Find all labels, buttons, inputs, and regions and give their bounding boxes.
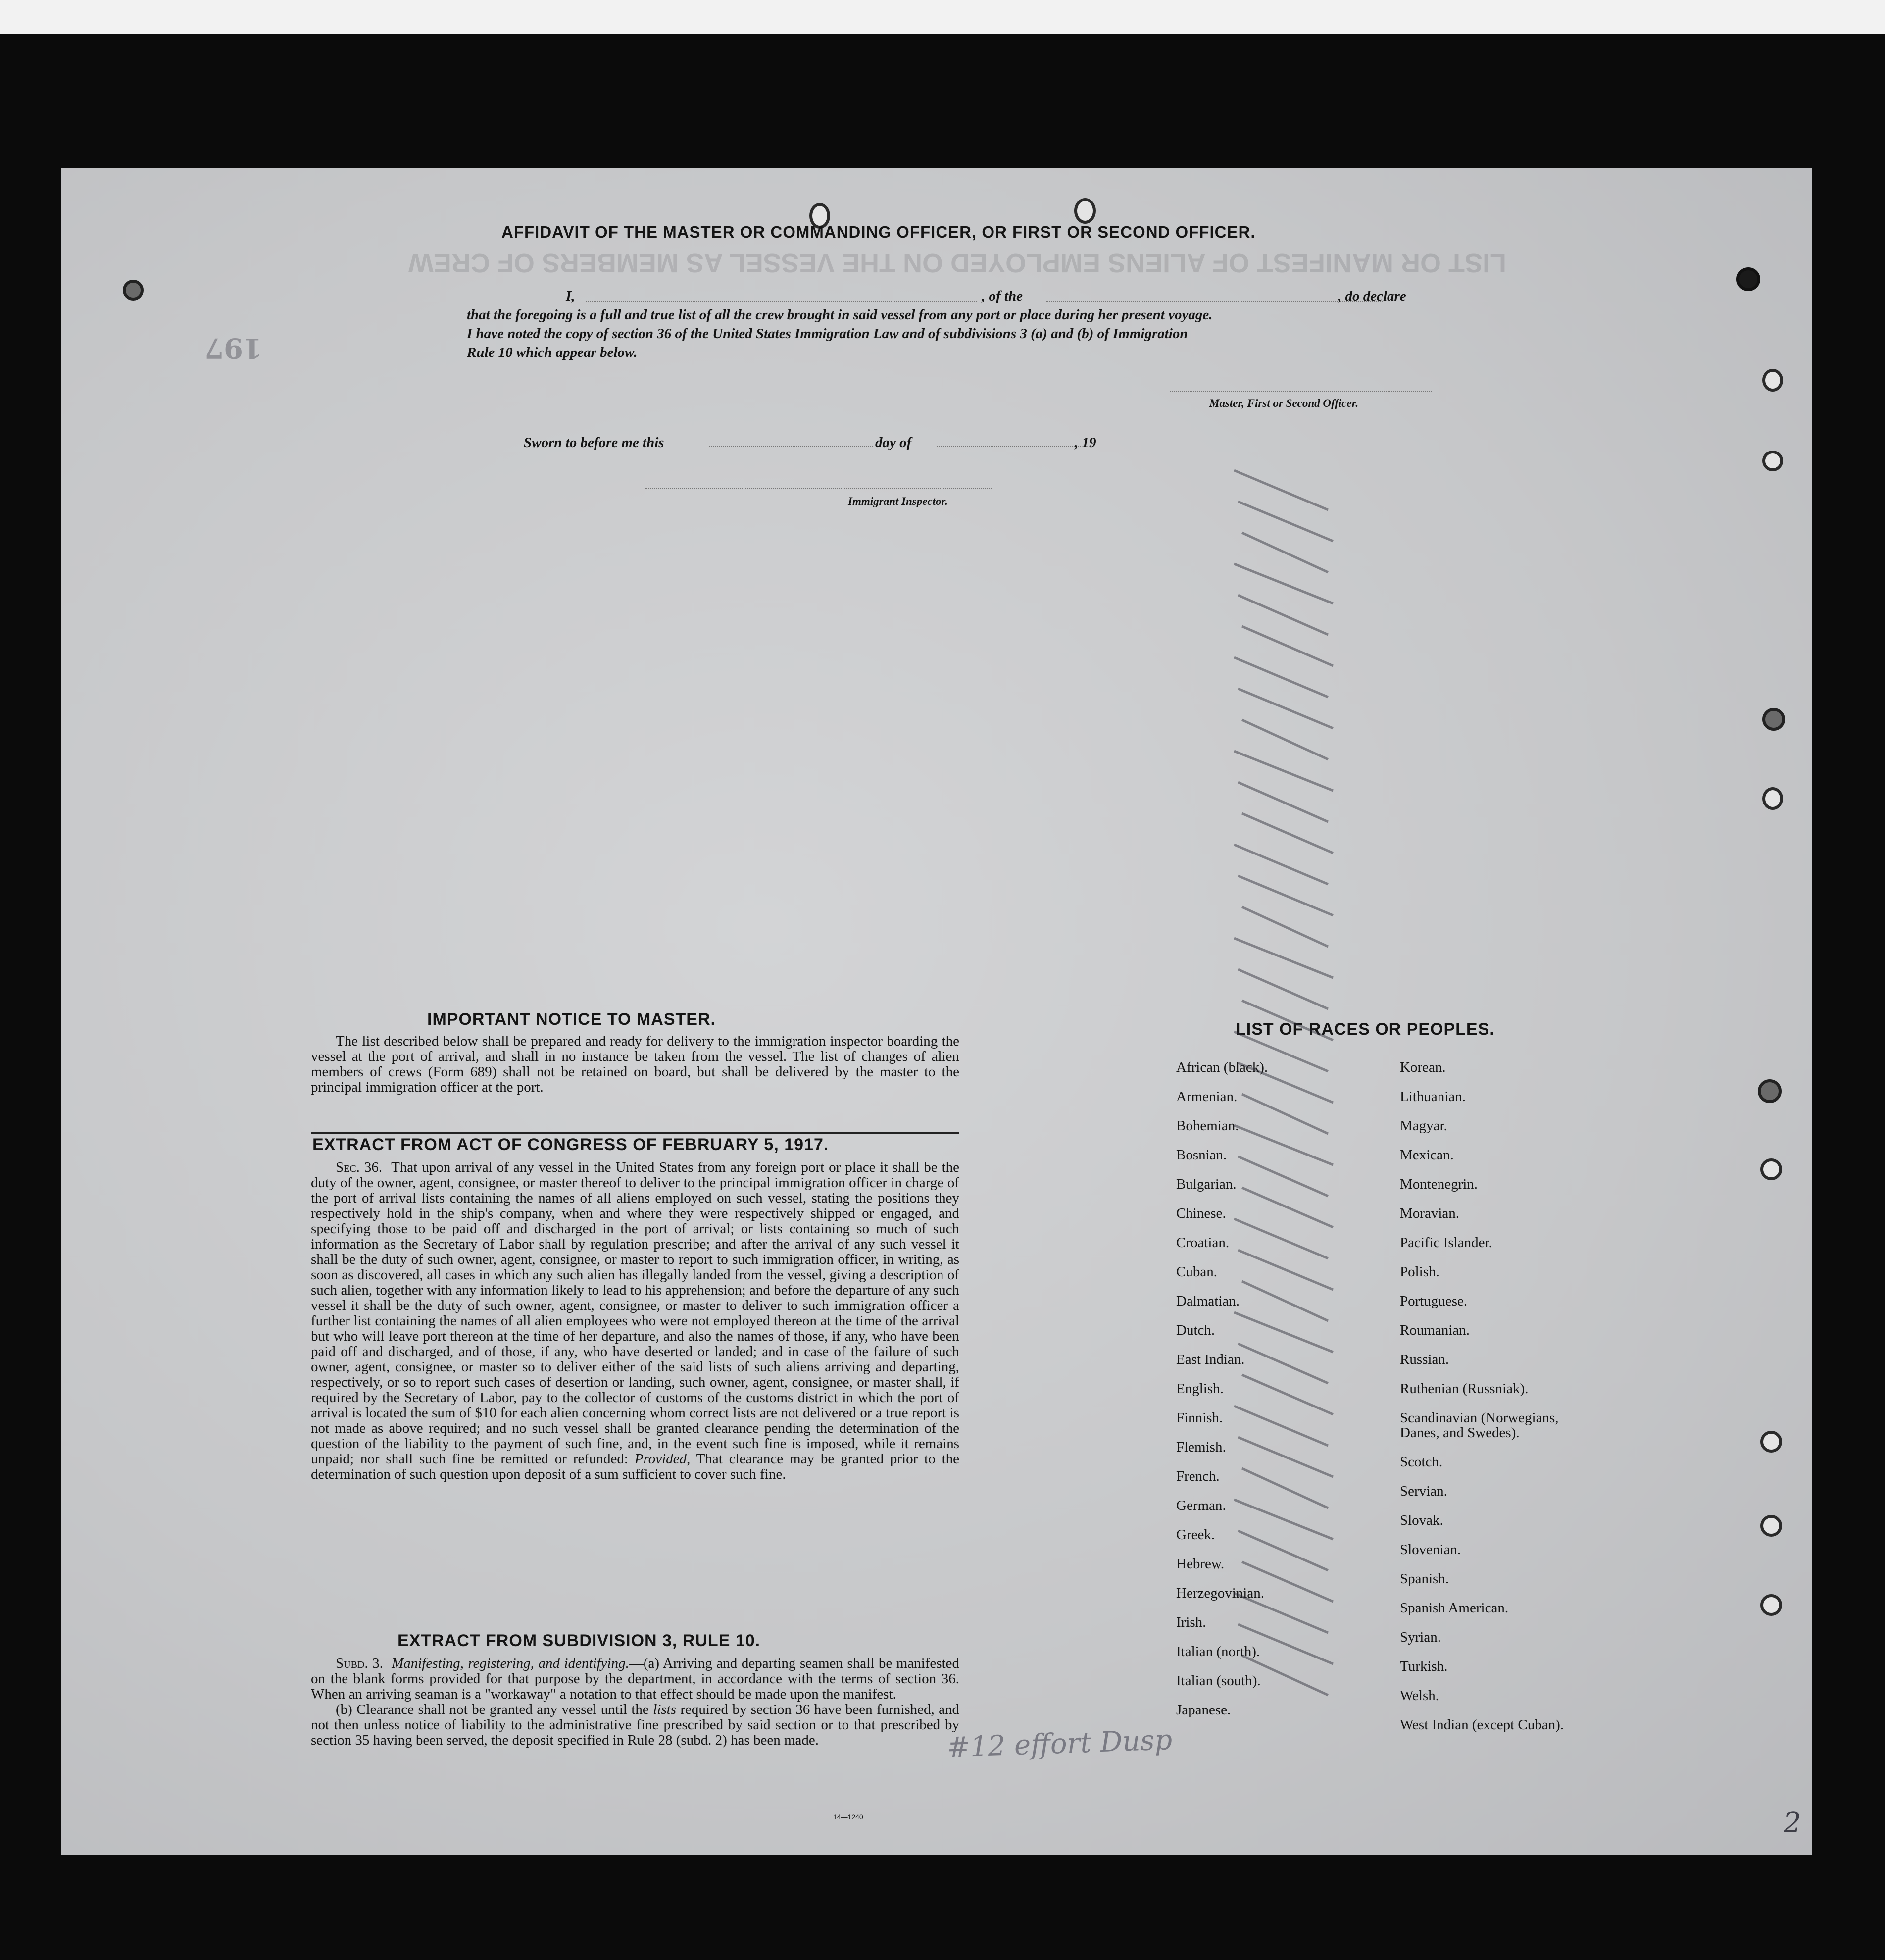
race-item: Greek.	[1176, 1527, 1215, 1543]
page-number: 197	[204, 332, 262, 364]
subd-b-end: required by section 36 have been furnished, and not then unless notice of liability to the administrative fine prescribed by said section or to that prescribed by section 35 having been served, the deposit specified in Rule 28 (subd. 2) has been made.	[311, 1702, 960, 1748]
race-item: Servian.	[1400, 1483, 1447, 1499]
sworn-day-blank	[709, 446, 873, 447]
notice-text	[311, 1034, 959, 1095]
check-stroke	[1234, 1593, 1328, 1633]
punch-hole	[1760, 1515, 1782, 1537]
subd-label: Subd. 3.	[336, 1656, 383, 1671]
race-item: Hebrew.	[1176, 1556, 1225, 1572]
punch-hole	[1760, 1431, 1782, 1453]
race-item: Portuguese.	[1400, 1293, 1468, 1309]
affidavit-title: AFFIDAVIT OF THE MASTER OR COMMANDING OFFICER, OR FIRST OR SECOND OFFICER.	[501, 223, 1256, 241]
check-stroke	[1242, 1188, 1333, 1227]
check-stroke	[1238, 1344, 1328, 1383]
check-stroke	[1242, 1562, 1333, 1602]
check-stroke	[1242, 813, 1333, 853]
race-item: Dutch.	[1176, 1322, 1215, 1338]
race-item: Roumanian.	[1400, 1322, 1470, 1338]
extract-rule-text	[311, 1656, 959, 1748]
handwritten-note: #12 effort Dusp	[946, 1724, 1173, 1764]
race-item: Welsh.	[1400, 1688, 1439, 1704]
race-item: German.	[1176, 1498, 1226, 1513]
race-item: Flemish.	[1176, 1439, 1226, 1455]
vessel-blank	[1046, 301, 1383, 302]
check-stroke	[1238, 1437, 1333, 1477]
extract-act-text	[311, 1160, 959, 1482]
check-stroke	[1238, 502, 1333, 541]
punch-hole	[1736, 267, 1760, 291]
check-stroke	[1234, 1500, 1333, 1539]
sec-label: Sec. 36.	[336, 1159, 383, 1175]
corner-mark: 2	[1784, 1807, 1801, 1839]
check-stroke	[1242, 1281, 1328, 1321]
check-stroke	[1242, 1656, 1328, 1695]
race-item: Croatian.	[1176, 1235, 1230, 1251]
race-item: Italian (north).	[1176, 1644, 1260, 1659]
sworn-day-of: day of	[875, 435, 912, 451]
sworn-text: Sworn to before me this	[524, 435, 664, 451]
race-item: Irish.	[1176, 1614, 1206, 1630]
race-item: English.	[1176, 1381, 1224, 1397]
race-item: Polish.	[1400, 1264, 1439, 1280]
check-stroke	[1242, 1001, 1333, 1040]
check-stroke	[1234, 1219, 1328, 1258]
affidavit-of-the: , of the	[982, 288, 1023, 304]
race-item: African (black).	[1176, 1059, 1268, 1075]
check-stroke	[1238, 969, 1328, 1009]
affidavit-line-3: I have noted the copy of section 36 of the United States Immigration Law and of subdivisions 3 (a) and (b) of Immigration	[467, 326, 1188, 342]
check-stroke	[1242, 533, 1328, 572]
form-number: 14—1240	[833, 1813, 863, 1821]
scan-top-border	[0, 0, 1885, 34]
race-item: French.	[1176, 1468, 1220, 1484]
inspector-caption: Immigrant Inspector.	[848, 495, 948, 507]
race-item: West Indian (except Cuban).	[1400, 1717, 1564, 1733]
race-item: Dalmatian.	[1176, 1293, 1240, 1309]
race-item: Finnish.	[1176, 1410, 1223, 1426]
pencil-check-marks	[1214, 465, 1378, 1855]
race-item: Pacific Islander.	[1400, 1235, 1492, 1251]
affidavit-i: I,	[566, 288, 575, 304]
race-item: Lithuanian.	[1400, 1089, 1466, 1105]
check-stroke	[1238, 1624, 1333, 1664]
affidavit-line-2: that the foregoing is a full and true list of all the crew brought in said vessel from any port or place during her present voyage.	[467, 307, 1213, 323]
name-blank	[586, 301, 977, 302]
punch-hole	[1760, 1594, 1782, 1616]
document-page	[61, 168, 1812, 1855]
race-item: East Indian.	[1176, 1352, 1245, 1367]
check-stroke	[1234, 564, 1333, 603]
sworn-year: , 19	[1075, 435, 1096, 451]
check-stroke	[1238, 782, 1328, 822]
sworn-month-blank	[937, 446, 1081, 447]
race-item: Spanish American.	[1400, 1600, 1509, 1616]
check-stroke	[1238, 689, 1333, 728]
race-item: Herzegovinian.	[1176, 1585, 1264, 1601]
punch-hole	[1762, 451, 1783, 471]
race-item: Bulgarian.	[1176, 1176, 1237, 1192]
notice-title: IMPORTANT NOTICE TO MASTER.	[427, 1010, 716, 1029]
check-stroke	[1242, 907, 1328, 947]
race-item: Armenian.	[1176, 1089, 1238, 1105]
race-item: Chinese.	[1176, 1206, 1226, 1221]
check-stroke	[1238, 1156, 1328, 1196]
race-item: Montenegrin.	[1400, 1176, 1478, 1192]
subd-a-text: —(a) Arriving and departing seamen shall be manifested on the blank forms provided for that purpose by the department, in accordance with the terms of section 36. When an arriving seaman is a "workaway" a notation to that effect should be made upon the manifest.	[311, 1656, 959, 1702]
punch-hole	[123, 280, 144, 301]
check-stroke	[1242, 720, 1328, 759]
check-stroke	[1234, 470, 1328, 510]
check-stroke	[1242, 626, 1333, 666]
check-stroke	[1238, 1531, 1328, 1570]
punch-hole	[1762, 369, 1783, 392]
race-item: Syrian.	[1400, 1629, 1441, 1645]
race-item: Cuban.	[1176, 1264, 1217, 1280]
check-stroke	[1234, 751, 1333, 791]
race-item: Magyar.	[1400, 1118, 1447, 1134]
race-item: Mexican.	[1400, 1147, 1454, 1163]
signature-blank	[1170, 391, 1432, 392]
punch-hole	[1762, 708, 1785, 731]
check-stroke	[1242, 1094, 1328, 1134]
punch-hole	[1762, 787, 1783, 810]
punch-hole	[1758, 1079, 1782, 1103]
punch-hole	[1760, 1158, 1782, 1180]
check-stroke	[1242, 1375, 1333, 1414]
check-stroke	[1238, 1063, 1333, 1103]
signature-caption: Master, First or Second Officer.	[1209, 397, 1359, 409]
race-item: Ruthenian (Russniak).	[1400, 1381, 1529, 1397]
punch-hole	[1074, 198, 1096, 224]
subd-b-lists: lists	[653, 1702, 676, 1717]
check-stroke	[1234, 657, 1328, 697]
check-stroke	[1234, 1312, 1333, 1352]
race-item: Spanish.	[1400, 1571, 1449, 1587]
check-stroke	[1234, 845, 1328, 884]
inspector-blank	[645, 488, 992, 489]
subd-heading: Manifesting, registering, and identifying.	[392, 1656, 629, 1671]
extract-act-title: EXTRACT FROM ACT OF CONGRESS OF FEBRUARY 5, 1917.	[312, 1135, 829, 1154]
check-stroke	[1234, 1406, 1328, 1446]
race-item: Korean.	[1400, 1059, 1446, 1075]
check-stroke	[1242, 1468, 1328, 1508]
sec-36-body: That upon arrival of any vessel in the United States from any foreign port or place it shall be the duty of the owner, agent, consignee, or master thereof to deliver to the principal immigration officer in charge of the port of arrival lists containing the names of all aliens employed on such vessel, stating the positions they respectively hold in the ship's company, when and where they were respectively shipped or engaged, and specifying those to be paid off and discharged in the port of arrival; or lists containing so much of such information as the Secretary of Labor shall by regulation prescribe; and after the arrival of any such vessel it shall be the duty of such owner, agent, consignee, or master to report to such immigration officer, in writing, as soon as discovered, all cases in which any such alien has illegally landed from the vessel, giving a description of such alien, together with any information likely to lead to his apprehension; and before the departure of any such vessel it shall be the duty of such owner, agent, consignee, or master to deliver to such immigration officer a further list containing the names of all alien employees who were not employed thereon at the time of the arrival but who will leave port thereon at the time of her departure, and also the names of those, if any, who have been paid off and discharged, and of those, if any, who have deserted or landed; and in case of the failure of such owner, agent, consignee, or master so to deliver either of the said lists of such aliens arriving and departing, respectively, or so to report such cases of desertion or landing, such owner, agent, consignee, or master shall, if required by the Secretary of Labor, pay to the collector of customs of the customs district in which the port of arrival is located the sum of $10 for each alien concerning whom correct lists are not delivered or a true report is not made as above required; and no such vessel shall be granted clearance pending the determination of the question of the liability to the payment of such fine, and, in the event such fine is imposed, while it remains unpaid; nor shall such fine be remitted or refunded:	[311, 1159, 960, 1467]
race-item: Italian (south).	[1176, 1673, 1261, 1689]
race-item: Japanese.	[1176, 1702, 1231, 1718]
race-item: Scotch.	[1400, 1454, 1443, 1470]
race-item: Slovenian.	[1400, 1542, 1461, 1558]
section-divider	[311, 1132, 959, 1134]
notice-paragraph: The list described below shall be prepared and ready for delivery to the immigration inspector boarding the vessel at the port of arrival, and shall in no instance be taken from the vessel. The list of changes of alien members of crews (Form 689) shall not be retained on board, but shall be delivered by the master to the principal immigration officer at the port.	[311, 1033, 959, 1095]
race-item: Turkish.	[1400, 1658, 1448, 1674]
affidavit-line-4: Rule 10 which appear below.	[467, 345, 638, 360]
affidavit-do-declare: , do declare	[1338, 288, 1406, 304]
check-stroke	[1238, 1250, 1333, 1290]
race-item: Russian.	[1400, 1352, 1449, 1367]
race-item: Bosnian.	[1176, 1147, 1227, 1163]
race-item: Bohemian.	[1176, 1118, 1239, 1134]
sec-36-end: That clearance may be granted prior to the determination of such question upon deposit of a sum sufficient to cover such fine.	[311, 1451, 960, 1482]
bleed-through-text: LIST OR MANIFEST OF ALIENS EMPLOYED ON THE VESSEL AS MEMBERS OF CREW	[408, 248, 1506, 278]
check-stroke	[1238, 595, 1328, 635]
race-item: Moravian.	[1400, 1206, 1459, 1221]
provided-word: Provided,	[634, 1451, 691, 1467]
race-item: Slovak.	[1400, 1512, 1443, 1528]
check-stroke	[1234, 938, 1333, 978]
check-stroke	[1238, 876, 1333, 915]
race-item: Scandinavian (Norwegians,	[1400, 1410, 1559, 1426]
extract-rule-title: EXTRACT FROM SUBDIVISION 3, RULE 10.	[397, 1631, 761, 1650]
check-stroke	[1234, 1125, 1333, 1165]
subd-b-start: (b) Clearance shall not be granted any vessel until the	[336, 1702, 649, 1717]
races-title: LIST OF RACES OR PEOPLES.	[1236, 1020, 1495, 1039]
check-stroke	[1234, 1032, 1328, 1071]
race-item: Danes, and Swedes).	[1400, 1425, 1520, 1441]
